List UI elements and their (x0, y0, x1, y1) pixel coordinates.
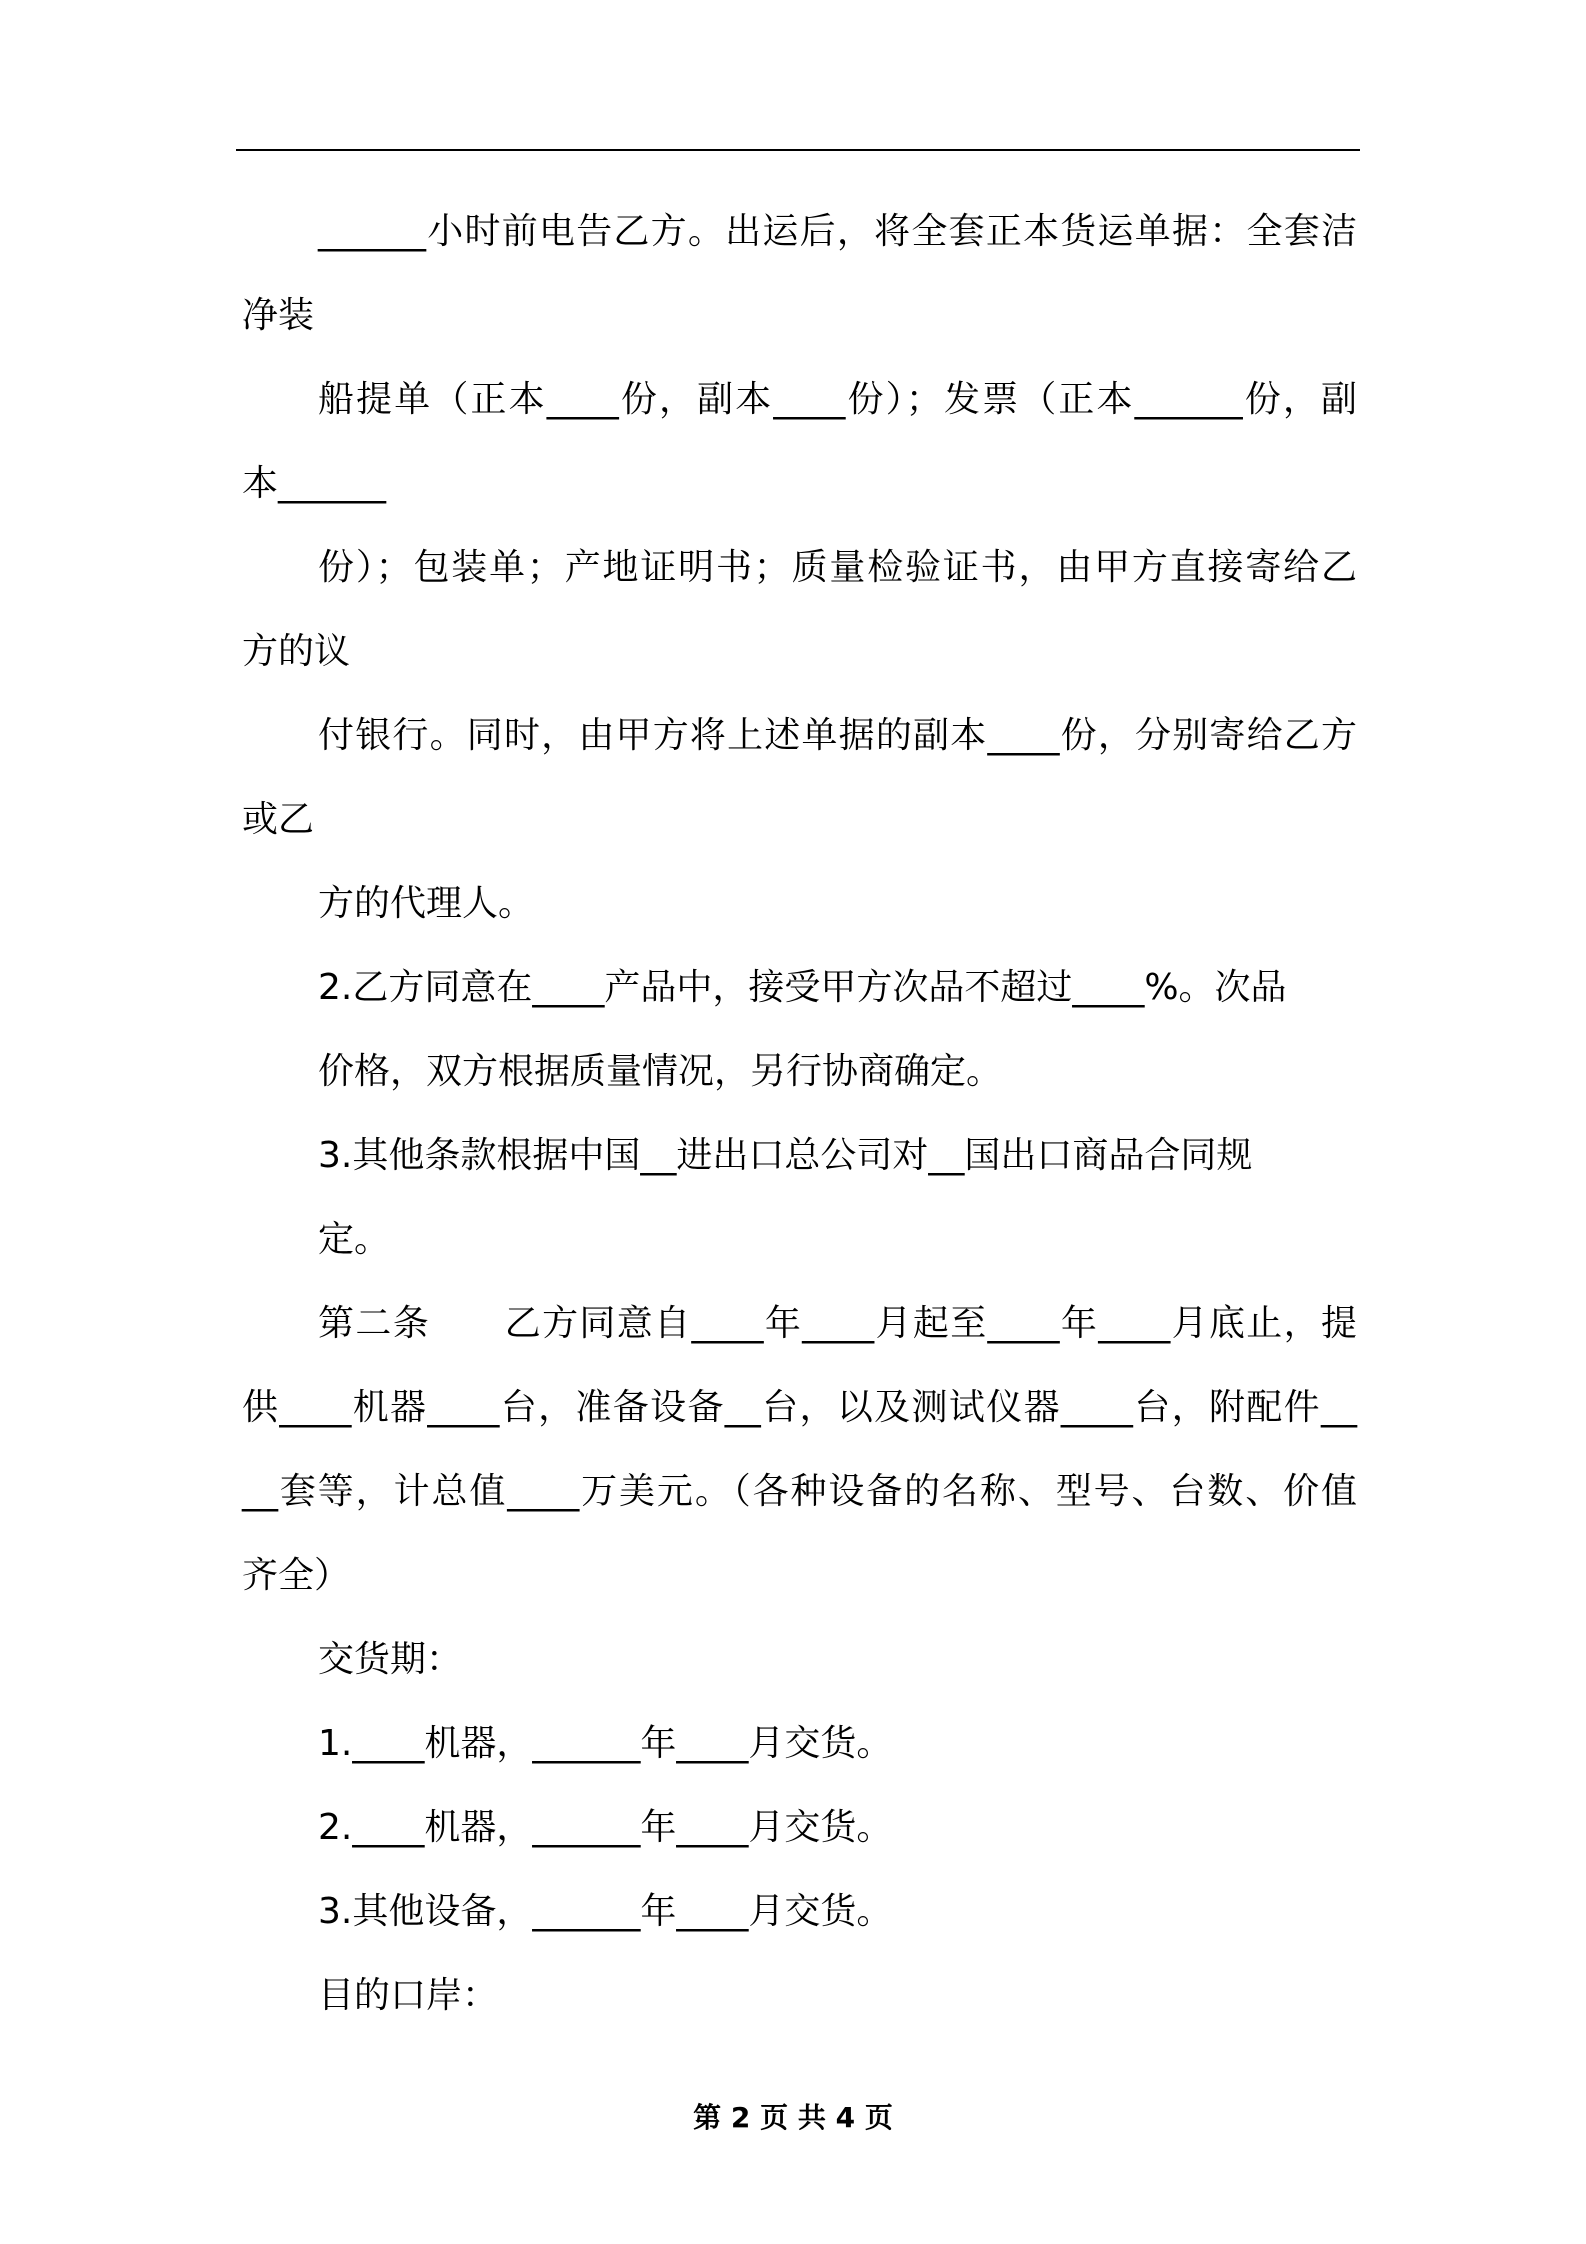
page-number-footer: 第 2 页 共 4 页 (693, 2101, 893, 2134)
paragraph-line: 2.乙方同意在____产品中，接受甲方次品不超过____%。次品 (318, 967, 1287, 1008)
paragraph-line: ______小时前电告乙方。出运后，将全套正本货运单据：全套洁 (318, 211, 1357, 252)
paragraph-line: 2.____机器，______年____月交货。 (318, 1807, 893, 1848)
paragraph-line: 定。 (318, 1219, 391, 1260)
paragraph-line: 1.____机器，______年____月交货。 (318, 1723, 893, 1764)
paragraph-line: 交货期： (318, 1639, 463, 1680)
document-body (242, 190, 1357, 2038)
paragraph-line: 方的代理人。 (318, 883, 535, 924)
paragraph-line: __套等，计总值____万美元。（各种设备的名称、型号、台数、价值 (242, 1471, 1357, 1512)
paragraph-line: 价格，双方根据质量情况，另行协商确定。 (318, 1051, 1003, 1092)
paragraph-line: 供____机器____台，准备设备__台，以及测试仪器____台，附配件__ (242, 1387, 1357, 1428)
paragraph-line: 或乙 (242, 799, 315, 840)
header-rule (236, 149, 1360, 151)
paragraph-line: 3.其他条款根据中国__进出口总公司对__国出口商品合同规 (318, 1135, 1253, 1176)
paragraph-line: 目的口岸： (318, 1975, 499, 2016)
paragraph-line: 3.其他设备，______年____月交货。 (318, 1891, 893, 1932)
paragraph-line: 方的议 (242, 631, 351, 672)
paragraph-line: 付银行。同时，由甲方将上述单据的副本____份，分别寄给乙方 (318, 715, 1357, 756)
paragraph-line: 份）；包装单；产地证明书；质量检验证书，由甲方直接寄给乙 (318, 547, 1357, 588)
paragraph-line: 净装 (242, 295, 315, 336)
paragraph-line: 齐全） (242, 1555, 351, 1596)
paragraph-line: 船提单（正本____份，副本____份）；发票（正本______份，副 (318, 379, 1357, 420)
paragraph-line: 本______ (242, 463, 387, 504)
paragraph-line: 第二条 乙方同意自____年____月起至____年____月底止，提 (318, 1303, 1357, 1344)
